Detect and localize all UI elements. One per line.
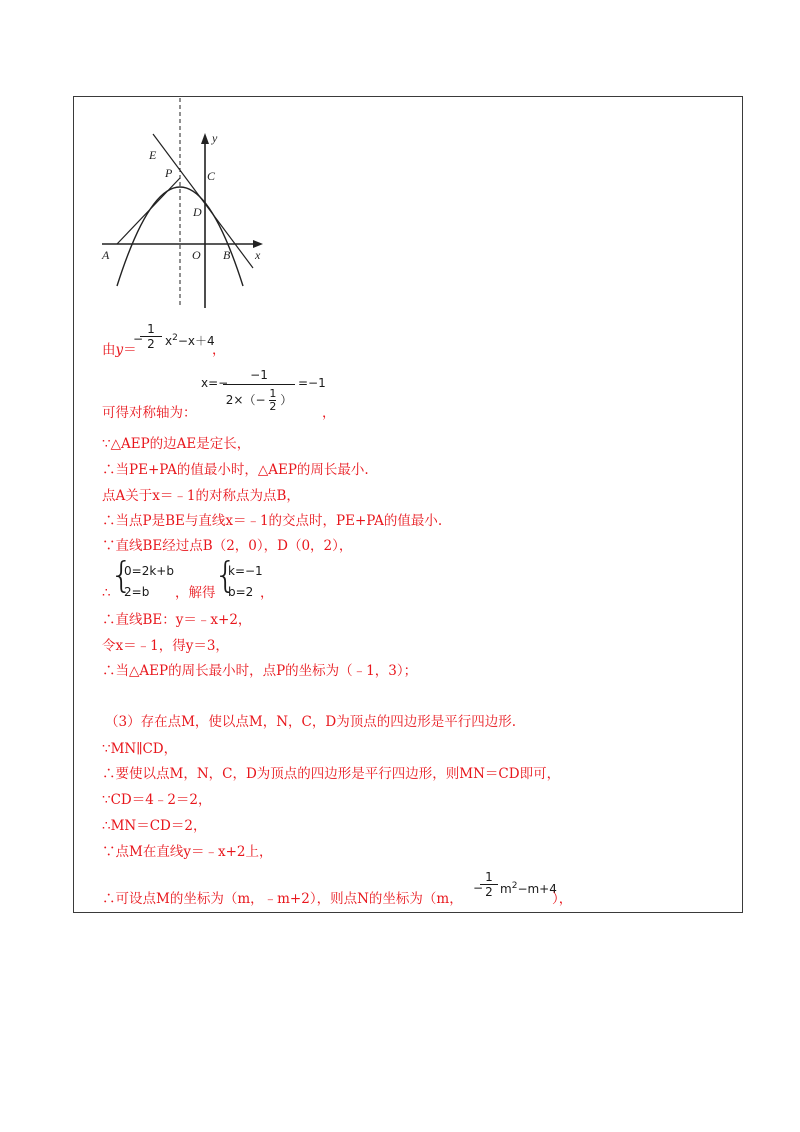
- axis-formula-lhs: x=−: [201, 376, 229, 390]
- expr-x-base: x: [165, 334, 173, 348]
- line-symmetry-axis: 可得对称轴为：: [102, 405, 197, 421]
- line-18: ∴可设点M的坐标为（m，﹣m+2），则点N的坐标为（m，: [102, 891, 463, 907]
- line-11: ∴当△AEP的周长最小时，点P的坐标为（﹣1，3）；: [102, 663, 418, 679]
- l18-frac-den: 2: [480, 884, 498, 899]
- frac-den: 2: [140, 336, 162, 351]
- label-O: O: [192, 248, 201, 262]
- frac-num: 1: [147, 322, 155, 336]
- l18-fraction: [480, 870, 498, 899]
- system-1: [124, 561, 174, 603]
- comma-2: ，: [322, 405, 336, 421]
- label-D: D: [193, 205, 202, 219]
- label-A: A: [102, 248, 110, 262]
- label-P: P: [165, 166, 173, 180]
- label-E: E: [149, 148, 157, 162]
- line-10: 令x＝﹣1，得y＝3，: [102, 638, 229, 654]
- expr-x-sup: 2: [172, 333, 178, 343]
- label-x: x: [255, 248, 261, 262]
- sys1-eq1: 0=2k+b: [124, 564, 174, 578]
- line-4: ∴当PE+PA的值最小时，△AEP的周长最小.: [102, 462, 369, 478]
- line-parabola-equation: [102, 341, 137, 359]
- l18-m: m: [500, 882, 512, 896]
- line-6: ∴当点P是BE与直线x＝﹣1的交点时，PE+PA的值最小.: [102, 513, 443, 529]
- den-part-b: ）: [280, 393, 293, 407]
- neg-sign: −: [133, 332, 144, 346]
- line-9: ∴直线BE：y＝﹣x+2，: [102, 612, 252, 628]
- parabola-figure: [95, 96, 275, 316]
- inner-fraction: [269, 388, 276, 413]
- l18-end: ），: [552, 891, 573, 907]
- parabola-curve: [117, 187, 243, 286]
- den-part-a: 2×（−: [225, 393, 266, 407]
- line-7: ∵直线BE经过点B（2，0），D（0，2），: [102, 538, 353, 554]
- brace-2: {: [214, 555, 237, 596]
- axis-formula-rhs: =−1: [298, 376, 326, 390]
- expr-rest: −x＋4: [177, 334, 215, 348]
- eq-sign: ＝: [123, 342, 137, 358]
- y-axis-arrow: [201, 133, 209, 144]
- line-3: ∵△AEP的边AE是定长，: [102, 436, 251, 452]
- line-15: ∵CD＝4﹣2＝2，: [102, 792, 212, 808]
- axis-frac-den: [223, 384, 295, 413]
- label-y: y: [212, 131, 218, 145]
- expr-x: [165, 332, 215, 349]
- brace-1: {: [110, 555, 133, 596]
- label-B: B: [223, 248, 231, 262]
- l18-rest: −m+4: [517, 882, 557, 896]
- fraction-half: [140, 322, 162, 351]
- segment-AP: [117, 178, 180, 244]
- l18-frac-num: 1: [485, 870, 493, 884]
- line-8-mid: ，解得: [175, 585, 216, 601]
- inner-num: 1: [269, 387, 277, 400]
- x-axis-arrow: [253, 240, 263, 248]
- var-y: y: [115, 342, 124, 358]
- system-2: [228, 561, 263, 603]
- l18-neg: −: [473, 881, 484, 895]
- sys2-eq2: b=2: [228, 585, 254, 599]
- line-8-comma: ，: [260, 585, 274, 601]
- axis-frac-num: −1: [250, 368, 268, 382]
- axis-formula-fraction: [223, 368, 295, 413]
- comma-1: ，: [212, 342, 226, 358]
- line-16: ∴MN＝CD＝2，: [102, 818, 207, 834]
- line-14: ∴要使以点M，N，C，D为顶点的四边形是平行四边形，则MN＝CD即可，: [102, 766, 561, 782]
- line-BE: [153, 134, 253, 268]
- label-C: C: [207, 169, 216, 183]
- text-prefix: 由: [102, 342, 116, 358]
- line-13: ∵MN∥CD，: [102, 741, 178, 757]
- sys2-eq1: k=−1: [228, 564, 263, 578]
- line-12: （3）存在点M，使以点M，N，C，D为顶点的四边形是平行四边形.: [105, 714, 516, 730]
- line-8-prefix: ∴: [102, 585, 111, 601]
- sys1-eq2: 2=b: [124, 585, 150, 599]
- l18-expr: [500, 881, 557, 896]
- line-5: 点A关于x＝﹣1的对称点为点B，: [102, 488, 300, 504]
- l18-sup: 2: [511, 881, 518, 891]
- inner-den: 2: [269, 400, 277, 413]
- line-17: ∵点M在直线y＝﹣x+2上，: [102, 844, 273, 860]
